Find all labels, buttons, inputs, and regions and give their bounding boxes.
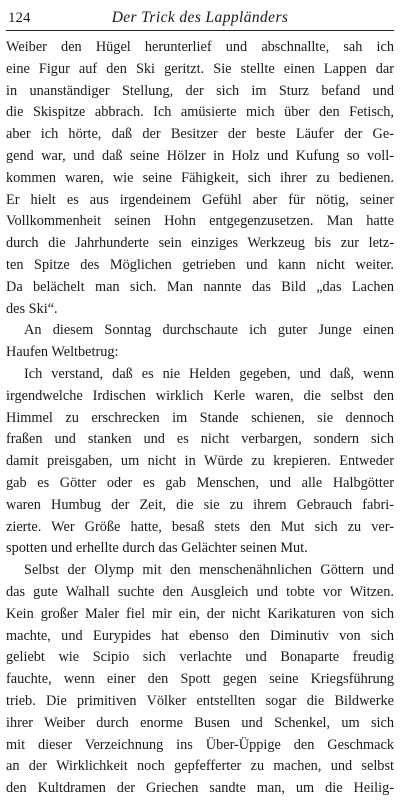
text-line: irgendwelche Irdischen wirklich Kerle waren, die selbst den <box>6 387 394 404</box>
text-line: gab es Götter oder es gab Menschen, und alle Halbgötter <box>6 474 394 491</box>
text-line: durch die Jahrhunderte sein einziges Werkzeug bis zur letz- <box>6 235 394 252</box>
text-line: an der Wirklichkeit noch gepfefferter zu machen, und selbst <box>6 758 394 775</box>
text-line: den Kultdramen der Griechen sandte man, um die Heilig- <box>6 780 394 797</box>
page-header <box>6 4 394 31</box>
text-line: Kein großer Maler fiel mir ein, der nicht Karikaturen von sich <box>6 605 394 622</box>
page-number: 124 <box>8 10 31 26</box>
text-line: eine Figur auf den Ski geritzt. Sie stellte einen Lappen dar <box>6 60 394 77</box>
text-line: Ich verstand, daß es nie Helden gegeben, und daß, wenn <box>24 365 394 382</box>
text-line: damit preisgaben, um nicht in Würde zu krepieren. Entweder <box>6 453 394 470</box>
text-line: waren Humbug der Zeit, die sie zu ihrem Gebrauch fabri- <box>6 496 394 513</box>
text-line: mit dieser Verzeichnung ins Über-Üppige den Geschmack <box>6 736 394 753</box>
text-line: aber ich hörte, daß der Besitzer der beste Läufer der Ge- <box>6 126 394 143</box>
text-line: Selbst der Olymp mit den menschenähnlichen Göttern und <box>24 562 394 579</box>
text-line: trieb. Die primitiven Völker entstellten sogar die Bildwerke <box>6 692 394 709</box>
text-line: Vollkommenheit seinen Hohn entgegenzusetzen. Man hatte <box>6 213 394 230</box>
text-line: Er hielt es aus irgendeinem Gefühl aber für nötig, seiner <box>6 191 394 208</box>
text-line: fauchte, wenn einer den Spott gegen seine Kriegsführung <box>6 671 394 688</box>
text-line: spotten und erhellte durch das Gelächter seinen Mut. <box>6 540 308 557</box>
text-line: machte, und Eurypides hat ebenso den Diminutiv von sich <box>6 627 394 644</box>
text-line: An diesem Sonntag durchschaute ich guter Junge einen <box>24 322 394 339</box>
text-line: in unanständiger Stellung, der sich im Sturz befand und <box>6 82 394 99</box>
text-line: ihrer Weiber durch enorme Busen und Schenkel, um sich <box>6 714 394 731</box>
text-line: fraßen und stanken und es nicht verbargen, sondern sich <box>6 431 394 448</box>
body-text <box>6 37 394 800</box>
book-page <box>6 4 394 800</box>
text-line: des Ski“. <box>6 300 58 317</box>
text-line: Da belächelt man sich. Man nannte das Bild „das Lachen <box>6 278 394 295</box>
text-line: Weiber den Hügel herunterlief und abschnallte, sah ich <box>6 39 394 55</box>
text-line: das gute Walhall suchte den Ausgleich und tobte vor Witzen. <box>6 583 394 600</box>
text-line: Himmel zu erschrecken im Stande schienen, sie dennoch <box>6 409 394 426</box>
text-line: gend war, und daß seine Hölzer in Holz und Kufung so voll- <box>6 147 394 164</box>
text-line: zierte. Wer Größe hatte, besaß stets den Mut sich zu ver- <box>6 518 394 535</box>
text-line: Haufen Weltbetrug: <box>6 344 119 361</box>
text-line: ten Spitze des Möglichen getrieben und kann nicht weiter. <box>6 256 394 273</box>
text-line: kommen waren, wie seine Fähigkeit, sich ihrer zu bedienen. <box>6 169 394 186</box>
running-title: Der Trick des Lappländers <box>111 9 289 26</box>
text-line: die Skispitze abbrach. Ich amüsierte mich über den Fetisch, <box>6 104 394 121</box>
text-line: geliebt wie Scipio sich verlachte und Bonaparte freudig <box>6 649 394 666</box>
